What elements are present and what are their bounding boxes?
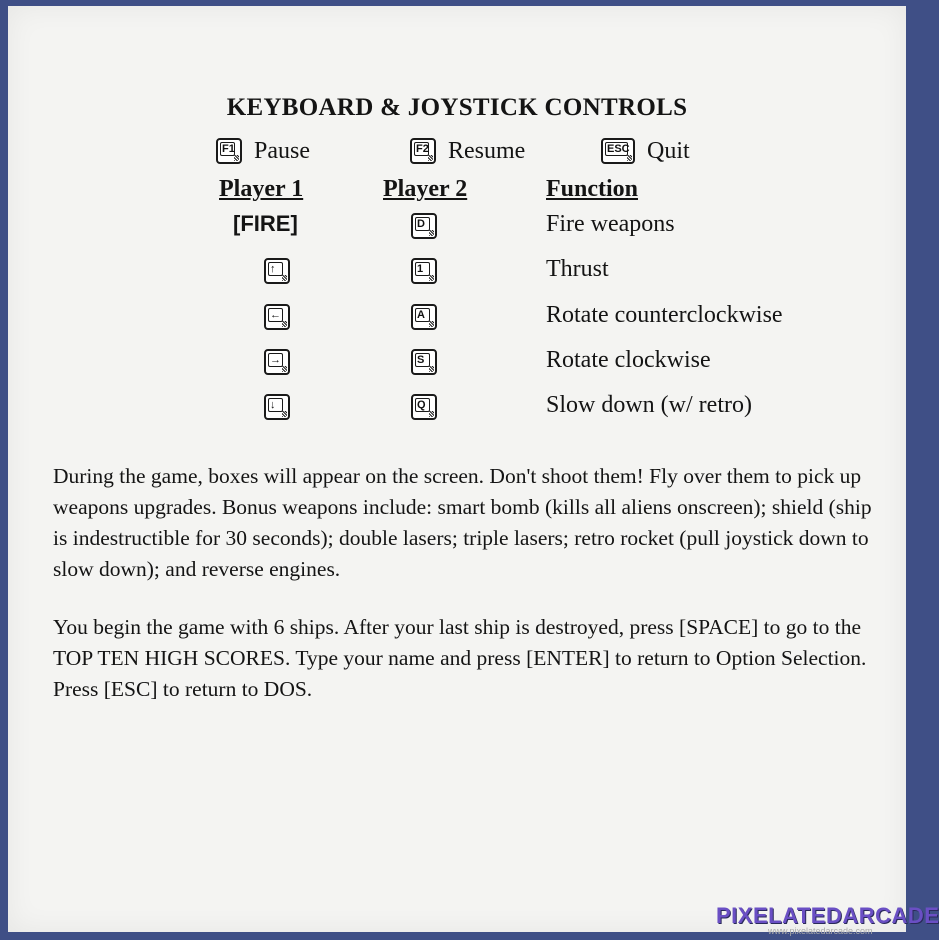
f1-key-icon: F1 bbox=[216, 138, 242, 164]
header-player2: Player 2 bbox=[383, 176, 468, 202]
header-player1: Player 1 bbox=[219, 176, 304, 202]
a-key-icon: A bbox=[411, 304, 437, 330]
q-key-icon: Q bbox=[411, 394, 437, 420]
s-key-icon: S bbox=[411, 349, 437, 375]
pause-key-group bbox=[216, 134, 310, 168]
down-arrow-key-icon: ↓ bbox=[264, 394, 290, 420]
left-arrow-key-icon: ← bbox=[264, 304, 290, 330]
fire-label: [FIRE] bbox=[233, 211, 298, 236]
control-row bbox=[0, 211, 914, 247]
resume-label: Resume bbox=[448, 137, 526, 164]
esc-key-icon: ESC bbox=[601, 138, 635, 164]
header-function: Function bbox=[546, 176, 639, 202]
function-label: Thrust bbox=[546, 256, 609, 282]
up-arrow-key-icon: ↑ bbox=[264, 258, 290, 284]
d-key-icon: D bbox=[411, 213, 437, 239]
function-label: Rotate clockwise bbox=[546, 347, 711, 373]
resume-key-group bbox=[410, 134, 525, 168]
control-row bbox=[0, 256, 914, 292]
function-label: Rotate counterclockwise bbox=[546, 302, 783, 328]
function-label: Slow down (w/ retro) bbox=[546, 392, 752, 418]
watermark-logo: PIXELATEDARCADE bbox=[716, 903, 939, 928]
control-row bbox=[0, 347, 914, 383]
page-title: KEYBOARD & JOYSTICK CONTROLS bbox=[226, 94, 688, 121]
watermark-url: www.pixelatedarcade.com bbox=[768, 926, 873, 936]
quit-label: Quit bbox=[647, 137, 690, 164]
quit-key-group bbox=[601, 134, 690, 168]
right-arrow-key-icon: → bbox=[264, 349, 290, 375]
weapons-paragraph: During the game, boxes will appear on the screen. Don't shoot them! Fly over them to pick up weapons upgrades. Bonus weapons include: smart bomb (kills all aliens onscreen); shield (ship is indestructible for 30 seconds); double lasers; triple lasers; retro rocket (pull joystick down to slow down); and reverse engines. bbox=[53, 464, 872, 581]
control-row bbox=[0, 302, 914, 338]
one-key-icon: 1 bbox=[411, 258, 437, 284]
f2-key-icon: F2 bbox=[410, 138, 436, 164]
control-row bbox=[0, 392, 914, 428]
pause-label: Pause bbox=[254, 137, 310, 164]
game-flow-paragraph: You begin the game with 6 ships. After your last ship is destroyed, press [SPACE] to go to the TOP TEN HIGH SCORES. Type your name and press [ENTER] to return to Option Selection. Press [ESC] to return to DOS. bbox=[53, 615, 867, 701]
function-label: Fire weapons bbox=[546, 211, 675, 237]
